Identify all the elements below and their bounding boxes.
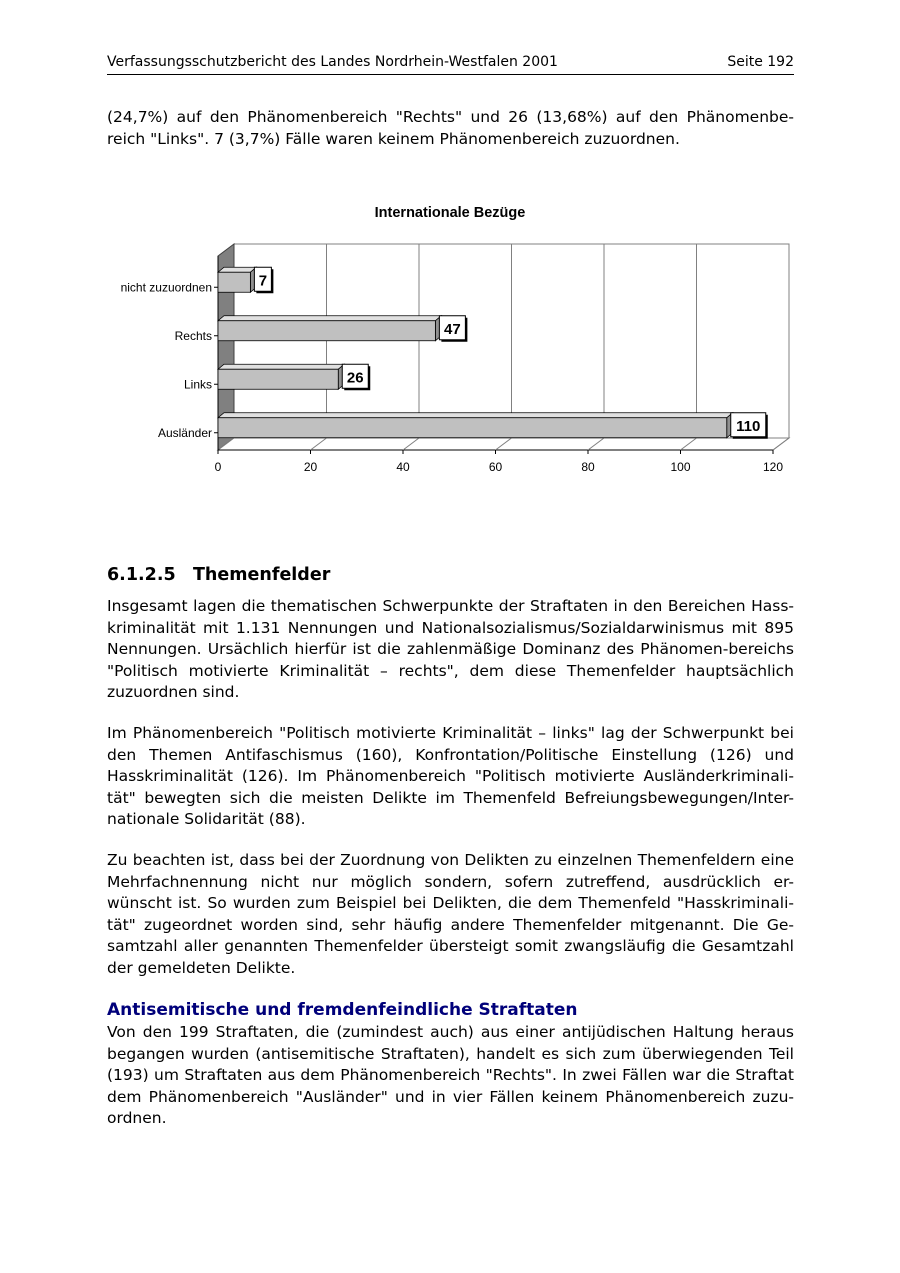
chart-bar bbox=[218, 267, 273, 293]
chart-category-label: Links bbox=[183, 377, 212, 392]
chart-category-label: Ausländer bbox=[157, 425, 212, 440]
chart-bar bbox=[218, 316, 467, 342]
intro-paragraph: (24,7%) auf den Phänomenbereich "Rechts" und 26 (13,68%) auf den Phänomenbe-reich "Links". 7 (3,7%) Fälle waren keinem Phänomenbereich zuzuordnen. bbox=[107, 108, 794, 148]
chart-data-label: 110 bbox=[736, 417, 761, 435]
chart-tick-labels bbox=[215, 460, 784, 474]
chart-title: Internationale Bezüge bbox=[374, 205, 526, 221]
chart-bar-top bbox=[218, 267, 256, 272]
section-number: 6.1.2.5 bbox=[107, 565, 176, 585]
chart-tick-label: 100 bbox=[670, 460, 691, 474]
international-references-chart bbox=[100, 196, 800, 486]
chart-tick-label: 120 bbox=[762, 460, 784, 474]
chart-category-label: nicht zuzuordnen bbox=[120, 280, 212, 295]
chart-bar-front bbox=[218, 272, 250, 292]
chart-category-label: Rechts bbox=[174, 328, 212, 343]
section-heading bbox=[107, 563, 330, 587]
chart-bar-top bbox=[218, 413, 733, 418]
chart-category-labels bbox=[121, 280, 218, 440]
chart-bar bbox=[218, 364, 370, 390]
section-paragraph-3: Zu beachten ist, dass bei der Zuordnung von Delikten zu einzelnen Themenfeldern eine Mehrfachnennung nicht nur möglich sondern, sofern zutreffend, ausdrücklich er-wünscht ist. So wurden zum Beispiel bei Delikten, die dem Themenfeld "Hasskriminali-tät" zugeordnet worden sind, sehr häufig andere Themenfelder mitgenannt. Die Ge-samtzahl aller genannten Themenfelder übersteigt somit zwangsläufig die Gesamtzahl der gemeldeten Delikte. bbox=[107, 851, 794, 977]
chart-bar-top bbox=[218, 316, 441, 321]
header-title: Verfassungsschutzbericht des Landes Nordrhein-Westfalen 2001 bbox=[107, 54, 558, 70]
chart-bar bbox=[218, 413, 768, 439]
chart-data-label: 26 bbox=[346, 369, 364, 387]
section-paragraph-1: Insgesamt lagen die thematischen Schwerpunkte der Straftaten in den Bereichen Hass-kriminalität mit 1.131 Nennungen und Nationalsozialismus/Sozialdarwinismus mit 895 Nennungen. Ursächlich hierfür ist die zahlenmäßige Dominanz des Phänomen-bereichs "Politisch motivierte Kriminalität – rechts", dem diese Themenfelder hauptsächlich zuzuordnen sind. bbox=[107, 597, 794, 701]
chart-data-label: 7 bbox=[258, 272, 268, 290]
chart-bar-top bbox=[218, 364, 344, 369]
chart-tick-label: 80 bbox=[581, 460, 595, 474]
section-paragraph-2: Im Phänomenbereich "Politisch motivierte Kriminalität – links" lag der Schwerpunkt bei den Themen Antifaschismus (160), Konfrontation/Politische Einstellung (126) und Hasskriminalität (126). Im Phänomenbereich "Politisch motivierte Ausländerkriminali-tät" bewegten sich die meisten Delikte im Themenfeld Befreiungsbewegungen/Inter-nationale Solidarität (88). bbox=[107, 724, 794, 828]
chart-bar-front bbox=[218, 369, 338, 389]
chart-data-label: 47 bbox=[444, 320, 461, 338]
page-header bbox=[107, 52, 794, 75]
chart-tick-label: 40 bbox=[396, 460, 410, 474]
subsection-heading: Antisemitische und fremdenfeindliche Straftaten bbox=[107, 1000, 578, 1020]
chart-bar-front bbox=[218, 321, 435, 341]
chart-svg bbox=[100, 196, 800, 486]
section-title: Themenfelder bbox=[193, 565, 331, 585]
chart-tick-label: 0 bbox=[214, 460, 222, 474]
chart-bar-front bbox=[218, 418, 727, 438]
subsection-paragraph: Von den 199 Straftaten, die (zumindest auch) aus einer antijüdischen Haltung heraus begangen wurden (antisemitische Straftaten), handelt es sich zum überwiegenden Teil (193) um Straftaten aus dem Phänomenbereich "Rechts". In zwei Fällen war die Straftat dem Phänomenbereich "Ausländer" und in vier Fällen keinem Phänomenbereich zuzu-ordnen. bbox=[107, 1023, 794, 1127]
page-number: Seite 192 bbox=[727, 54, 794, 70]
chart-tick-label: 60 bbox=[488, 460, 503, 474]
chart-tick-label: 20 bbox=[303, 460, 318, 474]
